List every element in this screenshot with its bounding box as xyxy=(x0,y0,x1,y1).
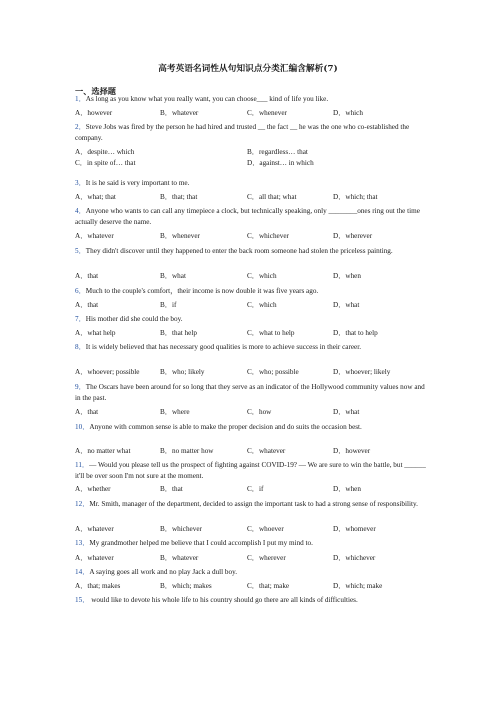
option[interactable]: D．when xyxy=(333,485,361,493)
question-number: 15． xyxy=(75,596,90,604)
question-14-stem xyxy=(75,567,427,578)
option[interactable]: D．which; make xyxy=(333,582,383,590)
option[interactable]: D．that to help xyxy=(333,329,378,337)
question-4-stem xyxy=(75,206,427,227)
option[interactable]: A．whoever; possible xyxy=(75,368,140,376)
question-6-options xyxy=(75,300,427,311)
option[interactable]: C．in spite of… that xyxy=(75,159,136,167)
question-12-stem xyxy=(75,499,427,510)
question-10-options xyxy=(75,446,427,457)
option[interactable]: A．no matter what xyxy=(75,447,131,455)
question-number: 5． xyxy=(75,247,86,255)
option[interactable]: D．what xyxy=(333,408,360,416)
question-14-options xyxy=(75,581,427,592)
option[interactable]: C．whatever xyxy=(247,447,286,455)
option[interactable]: A．whatever xyxy=(75,232,114,240)
option[interactable]: C．that; make xyxy=(247,582,290,590)
question-text: They didn't discover until they happened to enter the back room someone had stolen the priceless painting. xyxy=(85,247,393,255)
question-9-stem xyxy=(75,382,427,403)
question-9-options xyxy=(75,407,427,418)
option[interactable]: C．whenever xyxy=(247,109,287,117)
option[interactable]: B．whatever xyxy=(160,554,199,562)
option[interactable]: B．that; that xyxy=(160,193,198,201)
option[interactable]: D．however xyxy=(333,447,371,455)
option[interactable]: A．whatever xyxy=(75,525,114,533)
option[interactable]: C．whoever xyxy=(247,525,284,533)
option[interactable]: A．that xyxy=(75,272,99,280)
question-number: 6． xyxy=(75,287,86,295)
option[interactable]: B．regardless… that xyxy=(247,148,308,156)
option[interactable]: D．what xyxy=(333,301,360,309)
option[interactable]: B．that xyxy=(160,485,183,493)
question-10-stem xyxy=(75,422,427,433)
option[interactable]: B．whenever xyxy=(160,232,200,240)
option[interactable]: A．that xyxy=(75,301,99,309)
question-text: Steve Jobs was fired by the person he had hired and trusted __ the fact __ he was the one who co-established the company. xyxy=(75,123,410,142)
option[interactable]: A．whatever xyxy=(75,554,114,562)
option[interactable]: D．whichever xyxy=(333,554,376,562)
option[interactable]: C．how xyxy=(247,408,272,416)
option[interactable]: C．all that; what xyxy=(247,193,297,201)
question-11-options xyxy=(75,484,427,495)
question-number: 13． xyxy=(75,539,90,547)
option[interactable]: D．wherever xyxy=(333,232,373,240)
option[interactable]: A．however xyxy=(75,109,113,117)
question-5-stem xyxy=(75,246,427,257)
option[interactable]: D．when xyxy=(333,272,361,280)
question-text: Much to the couple's comfort，their income is now double it was five years ago. xyxy=(85,287,319,295)
section-heading: 一、选择题 xyxy=(75,86,116,96)
option[interactable]: B．whichever xyxy=(160,525,202,533)
option[interactable]: D．whoever; likely xyxy=(333,368,391,376)
option[interactable]: A．that; makes xyxy=(75,582,121,590)
question-text: His mother did she could the boy. xyxy=(85,315,183,323)
question-5-options xyxy=(75,271,427,282)
question-13-options xyxy=(75,553,427,564)
question-2-options xyxy=(75,158,427,169)
question-7-stem xyxy=(75,314,427,325)
option[interactable]: C．wherever xyxy=(247,554,286,562)
question-15-stem xyxy=(75,595,427,606)
option[interactable]: D．which xyxy=(333,109,363,117)
question-8-stem xyxy=(75,342,427,353)
question-text: It is he said is very important to me. xyxy=(85,179,190,187)
question-text: Mr. Smith, manager of the department, decided to assign the important task to had a strong sense of responsibility. xyxy=(89,500,418,508)
option[interactable]: B．no matter how xyxy=(160,447,214,455)
question-2-stem xyxy=(75,122,427,143)
question-text: My grandmother helped me believe that I could accomplish I put my mind to. xyxy=(89,539,313,547)
question-text: — Would you please tell us the prospect of fighting against COVID-19? — We are sure to win the battle, but ______ it'll be over soon I'm not sure at the moment. xyxy=(75,461,426,480)
option[interactable]: C．which xyxy=(247,272,277,280)
question-2-options xyxy=(75,147,427,158)
question-number: 11． xyxy=(75,461,90,469)
question-number: 2． xyxy=(75,123,86,131)
question-3-stem xyxy=(75,178,427,189)
question-1-stem xyxy=(75,94,427,105)
option[interactable]: C．who; possible xyxy=(247,368,299,376)
option[interactable]: B．who; likely xyxy=(160,368,205,376)
option[interactable]: B．where xyxy=(160,408,190,416)
option[interactable]: B．whatever xyxy=(160,109,199,117)
question-text: Anyone with common sense is able to make the proper decision and do suits the occasion best. xyxy=(89,423,362,431)
question-text: The Oscars have been around for so long that they serve as an indicator of the Hollywood community values now and in the past. xyxy=(75,383,425,402)
question-text: Anyone who wants to can call any timepiece a clock, but technically speaking, only ________ones ring out the time actually deserve the name. xyxy=(75,207,420,226)
option[interactable]: C．whichever xyxy=(247,232,289,240)
question-text: It is widely believed that has necessary good qualities is more to achieve success in their career. xyxy=(85,343,362,351)
question-number: 4． xyxy=(75,207,86,215)
option[interactable]: D．against… in which xyxy=(247,159,314,167)
question-11-stem xyxy=(75,460,427,481)
question-number: 12． xyxy=(75,500,90,508)
page-title: 高考英语名词性从句知识点分类汇编含解析(7) xyxy=(158,64,338,74)
question-text: As long as you know what you really want, you can choose___ kind of life you like. xyxy=(85,95,329,103)
option[interactable]: C．if xyxy=(247,485,264,493)
question-1-options xyxy=(75,108,427,119)
question-12-options xyxy=(75,524,427,535)
question-number: 10． xyxy=(75,423,90,431)
question-number: 3． xyxy=(75,179,86,187)
option[interactable]: B．what xyxy=(160,272,186,280)
question-text: would like to devote his whole life to his country should go there are all kinds of difficulties. xyxy=(89,596,358,604)
option[interactable]: C．what to help xyxy=(247,329,295,337)
question-3-options xyxy=(75,192,427,203)
question-8-options xyxy=(75,367,427,378)
question-number: 1． xyxy=(75,95,86,103)
question-13-stem xyxy=(75,538,427,549)
option[interactable]: A．despite… which xyxy=(75,148,135,156)
option[interactable]: A．what; that xyxy=(75,193,116,201)
option[interactable]: A．that xyxy=(75,408,99,416)
option[interactable]: A．what help xyxy=(75,329,116,337)
question-number: 8． xyxy=(75,343,86,351)
option[interactable]: D．whomever xyxy=(333,525,376,533)
option[interactable]: A．whether xyxy=(75,485,111,493)
option[interactable]: D．which; that xyxy=(333,193,378,201)
question-4-options xyxy=(75,231,427,242)
option[interactable]: B．that help xyxy=(160,329,197,337)
option[interactable]: B．which; makes xyxy=(160,582,212,590)
question-text: A saying goes all work and no play Jack a dull boy. xyxy=(89,568,238,576)
question-number: 9． xyxy=(75,383,86,391)
option[interactable]: B．if xyxy=(160,301,177,309)
question-number: 7． xyxy=(75,315,86,323)
question-6-stem xyxy=(75,286,427,297)
question-7-options xyxy=(75,328,427,339)
question-number: 14． xyxy=(75,568,90,576)
option[interactable]: C．which xyxy=(247,301,277,309)
